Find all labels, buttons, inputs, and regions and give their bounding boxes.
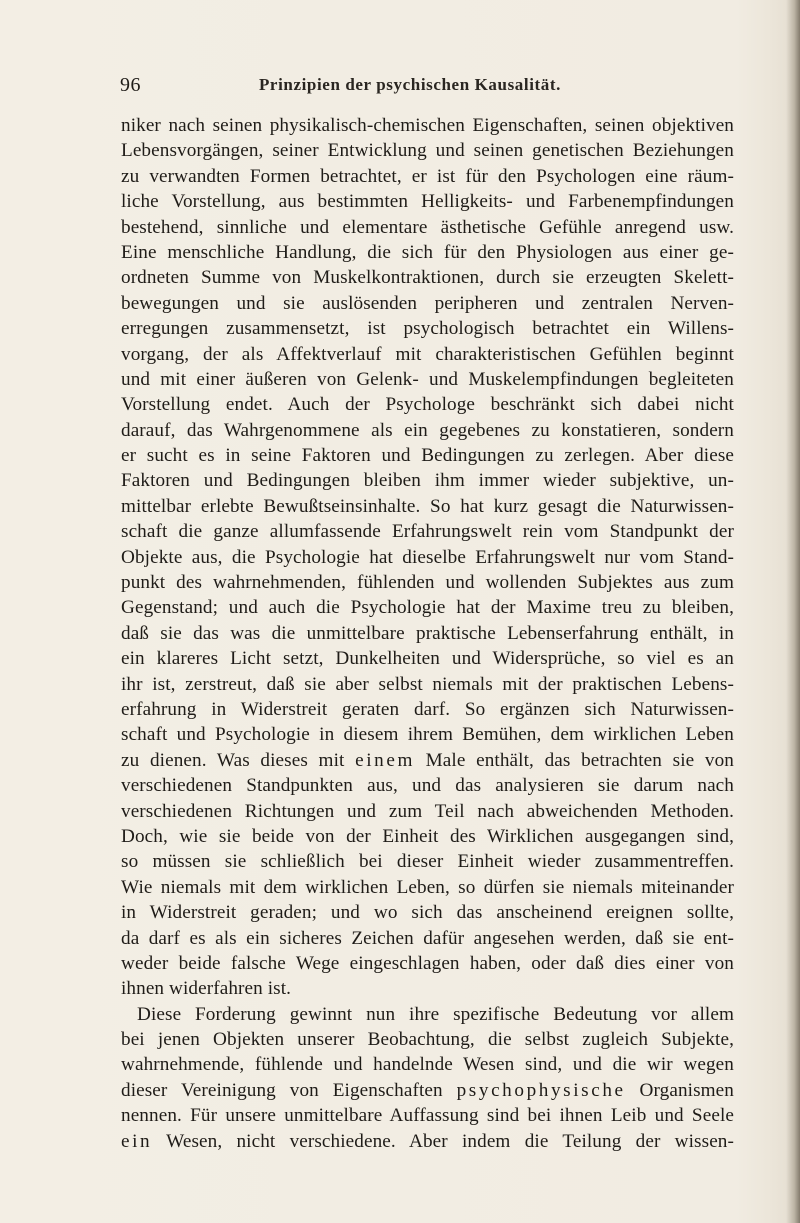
text-line: Wie niemals mit dem wirklichen Leben, so dürfen sie niemals miteinander xyxy=(121,876,734,898)
text-line: Lebensvorgängen, seiner Entwicklung und seinen genetischen Beziehungen xyxy=(121,140,734,162)
text-line: Gegenstand; und auch die Psychologie hat der Maxime treu zu bleiben, xyxy=(121,597,734,619)
text-line: darauf, das Wahrgenommene als ein gegebenes zu konstatieren, sondern xyxy=(121,419,734,441)
text-line: Eine menschliche Handlung, die sich für den Physiologen aus einer ge- xyxy=(121,241,734,263)
text-line: in Widerstreit geraden; und wo sich das anscheinend ereignen sollte, xyxy=(121,902,734,924)
text-line: zu verwandten Formen betrachtet, er ist für den Psychologen eine räum- xyxy=(121,165,734,187)
text-segment: Organismen xyxy=(625,1079,734,1101)
text-line: ordneten Summe von Muskelkontraktionen, durch sie erzeugten Skelett- xyxy=(121,267,734,289)
text-line: bestehend, sinnliche und elementare ästhetische Gefühle anregend usw. xyxy=(121,216,734,238)
text-line: verschiedenen Richtungen und zum Teil nach abweichenden Methoden. xyxy=(121,800,734,822)
text-segment: Wesen, nicht verschiedene. Aber indem die Teilung der wissen- xyxy=(152,1130,734,1152)
text-segment: zu dienen. Was dieses mit xyxy=(121,749,356,771)
text-line: Diese Forderung gewinnt nun ihre spezifische Bedeutung vor allem xyxy=(137,1003,734,1025)
text-line: verschiedenen Standpunkten aus, und das analysieren sie darum nach xyxy=(121,775,734,797)
text-line: da darf es als ein sicheres Zeichen dafür angesehen werden, daß sie ent- xyxy=(121,927,734,949)
text-segment: dieser Vereinigung von Eigenschaften xyxy=(121,1079,457,1101)
emphasized-word: einem xyxy=(355,749,415,771)
text-line: und mit einer äußeren von Gelenk- und Muskelempfindungen begleiteten xyxy=(121,368,734,390)
text-line: mittelbar erlebte Bewußtseinsinhalte. So hat kurz gesagt die Naturwissen- xyxy=(121,495,734,517)
text-line xyxy=(121,1129,734,1154)
text-line: daß sie das was die unmittelbare praktische Lebenserfahrung enthält, in xyxy=(121,622,734,644)
text-segment: Male enthält, das betrachten sie von xyxy=(414,749,734,771)
text-line: erregungen zusammensetzt, ist psychologisch betrachtet ein Willens- xyxy=(121,318,734,340)
text-line: schaft und Psychologie in diesem ihrem Bemühen, dem wirklichen Leben xyxy=(121,724,734,746)
text-line: punkt des wahrnehmenden, fühlenden und wollenden Subjektes aus zum xyxy=(121,572,734,594)
body-text xyxy=(121,113,734,1154)
emphasized-word: ein xyxy=(121,1130,153,1152)
text-line: ein klareres Licht setzt, Dunkelheiten und Widersprüche, so viel es an xyxy=(121,648,734,670)
emphasized-word: psychophysische xyxy=(456,1079,626,1101)
text-line: vorgang, der als Affektverlauf mit charakteristischen Gefühlen beginnt xyxy=(121,343,734,365)
page-edge-shadow xyxy=(786,0,800,1223)
text-line: wahrnehmende, fühlende und handelnde Wesen sind, und die wir wegen xyxy=(121,1054,734,1076)
text-line: so müssen sie schließlich bei dieser Einheit wieder zusammentreffen. xyxy=(121,851,734,873)
text-line xyxy=(121,748,734,773)
text-line: Vorstellung endet. Auch der Psychologe beschränkt sich dabei nicht xyxy=(121,394,734,416)
page-header xyxy=(100,74,720,102)
text-line: liche Vorstellung, aus bestimmten Helligkeits- und Farbenempfindungen xyxy=(121,191,734,213)
text-line xyxy=(121,1078,734,1103)
text-line: ihnen widerfahren ist. xyxy=(121,978,292,1000)
text-line: bewegungen und sie auslösenden peripheren und zentralen Nerven- xyxy=(121,292,734,314)
text-line: Faktoren und Bedingungen bleiben ihm immer wieder subjektive, un- xyxy=(121,470,734,492)
text-line: niker nach seinen physikalisch-chemischen Eigenschaften, seinen objektiven xyxy=(121,115,734,136)
text-line: ihr ist, zerstreut, daß sie aber selbst niemals mit der praktischen Lebens- xyxy=(121,673,734,695)
text-line: nennen. Für unsere unmittelbare Auffassung sind bei ihnen Leib und Seele xyxy=(121,1105,734,1127)
text-line: erfahrung in Widerstreit geraten darf. So ergänzen sich Naturwissen- xyxy=(121,698,734,720)
page-number: 96 xyxy=(120,74,141,96)
text-line: bei jenen Objekten unserer Beobachtung, die selbst zugleich Subjekte, xyxy=(121,1029,734,1051)
text-line: Doch, wie sie beide von der Einheit des Wirklichen ausgegangen sind, xyxy=(121,825,734,847)
text-line: weder beide falsche Wege eingeschlagen haben, oder daß dies einer von xyxy=(121,952,734,974)
text-line: Objekte aus, die Psychologie hat dieselbe Erfahrungswelt nur vom Stand- xyxy=(121,546,734,568)
text-line: schaft die ganze allumfassende Erfahrungswelt rein vom Standpunkt der xyxy=(121,521,734,543)
text-line: er sucht es in seine Faktoren und Bedingungen zu zerlegen. Aber diese xyxy=(121,445,734,467)
running-head: Prinzipien der psychischen Kausalität. xyxy=(258,75,562,94)
